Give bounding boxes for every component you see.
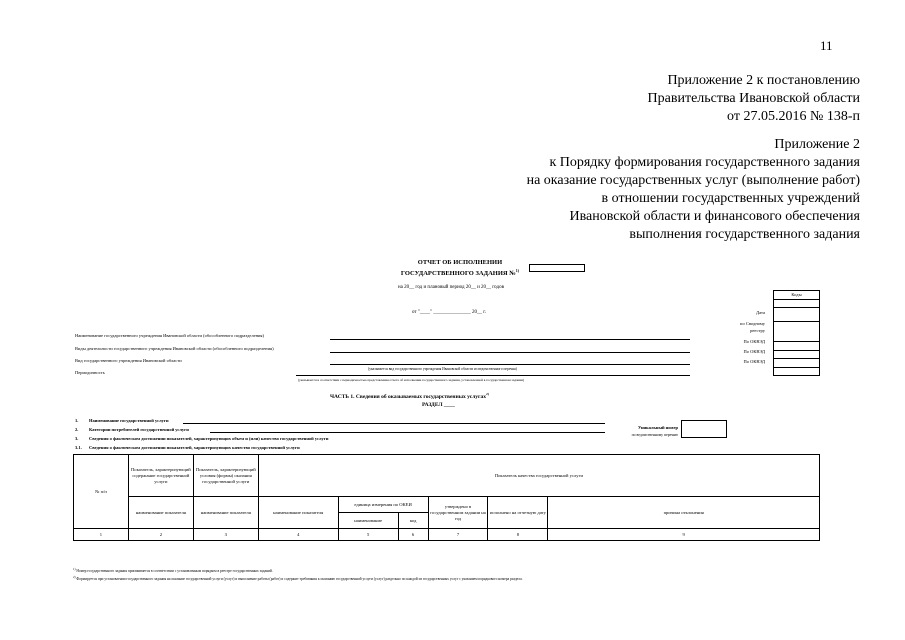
- field-institution-label: Наименование государственного учреждения Ивановской области (обособленного подразделения): [75, 333, 264, 338]
- item-1-line[interactable]: [183, 423, 605, 424]
- code-date[interactable]: [774, 308, 820, 322]
- appendix-line-6: выполнения государственного задания: [629, 227, 860, 242]
- field-type-line[interactable]: [330, 364, 690, 365]
- unique-number-label-1: Уникальный номер: [638, 425, 678, 430]
- code-label-okved-2: По ОКВЭД: [743, 349, 765, 354]
- item-3-num: 3.: [75, 436, 79, 441]
- col-reason-header: причина отклонения: [548, 497, 820, 529]
- appendix-line-2: к Порядку формирования государственного задания: [549, 155, 860, 170]
- item-31-num: 3.1.: [75, 445, 82, 450]
- code-okved-2[interactable]: [774, 350, 820, 359]
- code-label-registry-1: по Сводному: [740, 321, 765, 326]
- item-2-line[interactable]: [210, 432, 605, 433]
- section-title: РАЗДЕЛ ____: [422, 402, 455, 408]
- report-title-line-1: ОТЧЕТ ОБ ИСПОЛНЕНИИ: [417, 259, 503, 266]
- unique-number-label-2: по ведомственному перечню: [631, 433, 678, 437]
- column-number: 2: [128, 529, 193, 541]
- field-activity-label: Виды деятельности государственного учреждения Ивановской области (обособленного подразделения): [75, 346, 274, 351]
- part-1-title: ЧАСТЬ 1. Сведения об оказываемых государственных услугах$^{2)}$: [330, 392, 489, 400]
- appendix-line-3: на оказание государственных услуг (выполнение работ): [526, 173, 860, 188]
- code-okved-1[interactable]: [774, 342, 820, 351]
- field-institution-line[interactable]: [330, 339, 690, 340]
- code-form[interactable]: [774, 299, 820, 308]
- page-number: 11: [820, 38, 833, 53]
- resolution-header: [648, 72, 860, 126]
- appendix-header: [527, 136, 860, 244]
- codes-header: Коды: [774, 291, 820, 300]
- col-unit-name-header: наименование: [338, 513, 398, 529]
- header-line-3: от 27.05.2016 № 138-п: [727, 109, 860, 124]
- field-periodicity-line[interactable]: [296, 375, 690, 376]
- header-line-2: Правительства Ивановской области: [647, 91, 860, 106]
- unique-number-field[interactable]: [681, 420, 727, 438]
- item-31-text: Сведения о фактическом достижении показателей, характеризующих качество государственной услуги: [89, 445, 300, 450]
- report-number-field[interactable]: [529, 264, 585, 272]
- col-unit-header: единица измерения по ОКЕИ: [338, 497, 428, 513]
- field-periodicity-hint: (указывается в соответствии с периодичностью представления отчета об исполнении государственного задания, установленной в государственном задании): [298, 378, 525, 382]
- col-indicator-name-header: наименование показателя: [258, 497, 338, 529]
- col-unit-code-header: код: [398, 513, 428, 529]
- column-number: 3: [193, 529, 258, 541]
- report-date: от "____" _______________ 20__ г.: [412, 310, 486, 315]
- column-number: 5: [338, 529, 398, 541]
- col-content-subheader: наименование показателя: [128, 497, 193, 529]
- codes-table: [773, 290, 820, 376]
- col-executed-header: исполнено на отчетную дату: [488, 497, 548, 529]
- code-periodicity[interactable]: [774, 367, 820, 376]
- field-type-hint: (указывается вид государственного учреждения Ивановской области из ведомственного перечня): [368, 367, 517, 371]
- header-line-1: Приложение 2 к постановлению: [667, 73, 860, 88]
- item-2-text: Категории потребителей государственной услуги: [89, 427, 189, 432]
- col-quality-header: Показатель качества государственной услуги: [258, 455, 819, 497]
- quality-indicators-table: [73, 454, 820, 541]
- appendix-line-1: Приложение 2: [774, 137, 860, 152]
- item-1-text: Наименование государственной услуги: [89, 418, 169, 423]
- footnote-2: $^{2)}$ Формируется при установлении государственного задания на оказание государственной услуги (услуг) и выполнение работы (работ) и содержит требования к оказанию государственной услуги (услуг) раздельно по каждой из государственных услуг с указанием порядкового номера раздела.: [73, 575, 523, 582]
- field-periodicity-label: Периодичность: [75, 370, 105, 375]
- item-3-text: Сведения о фактическом достижении показателей, характеризующих объем и (или) качество государственной услуги: [89, 436, 329, 441]
- col-conditions-subheader: наименование показателя: [193, 497, 258, 529]
- column-number: 1: [74, 529, 129, 541]
- col-conditions-header: Показатель, характеризующий условия (формы) оказания государственной услуги: [193, 455, 258, 497]
- column-numbers-row: [74, 529, 820, 541]
- code-label-registry-2: реестру: [750, 328, 765, 333]
- col-content-header: Показатель, характеризующий содержание государственной услуги: [128, 455, 193, 497]
- column-number: 6: [398, 529, 428, 541]
- column-number: 7: [428, 529, 488, 541]
- column-number: 9: [548, 529, 820, 541]
- col-num-header: № п/п: [74, 455, 129, 529]
- column-number: 4: [258, 529, 338, 541]
- code-registry[interactable]: [774, 322, 820, 342]
- col-approved-header: утверждено в государственном задании на год: [428, 497, 488, 529]
- code-okved-3[interactable]: [774, 359, 820, 368]
- appendix-line-4: в отношении государственных учреждений: [601, 191, 860, 206]
- appendix-line-5: Ивановской области и финансового обеспечения: [569, 209, 860, 224]
- item-1-num: 1.: [75, 418, 79, 423]
- footnote-1: $^{1)}$ Номер государственного задания присваивается в соответствии с установленным порядком в реестре государственных заданий.: [73, 567, 273, 574]
- item-2-num: 2.: [75, 427, 79, 432]
- report-period: на 20__ год и плановый период 20__ и 20__ годов: [398, 285, 504, 290]
- field-type-label: Вид государственного учреждения Ивановской области: [75, 358, 182, 363]
- code-label-okved-1: По ОКВЭД: [743, 339, 765, 344]
- code-label-okved-3: По ОКВЭД: [743, 359, 765, 364]
- report-title-line-2: ГОСУДАРСТВЕННОГО ЗАДАНИЯ №$^{1)}$: [400, 267, 520, 277]
- code-label-date: Дата: [756, 310, 765, 315]
- column-number: 8: [488, 529, 548, 541]
- field-activity-line[interactable]: [330, 352, 690, 353]
- report-title: [395, 259, 525, 277]
